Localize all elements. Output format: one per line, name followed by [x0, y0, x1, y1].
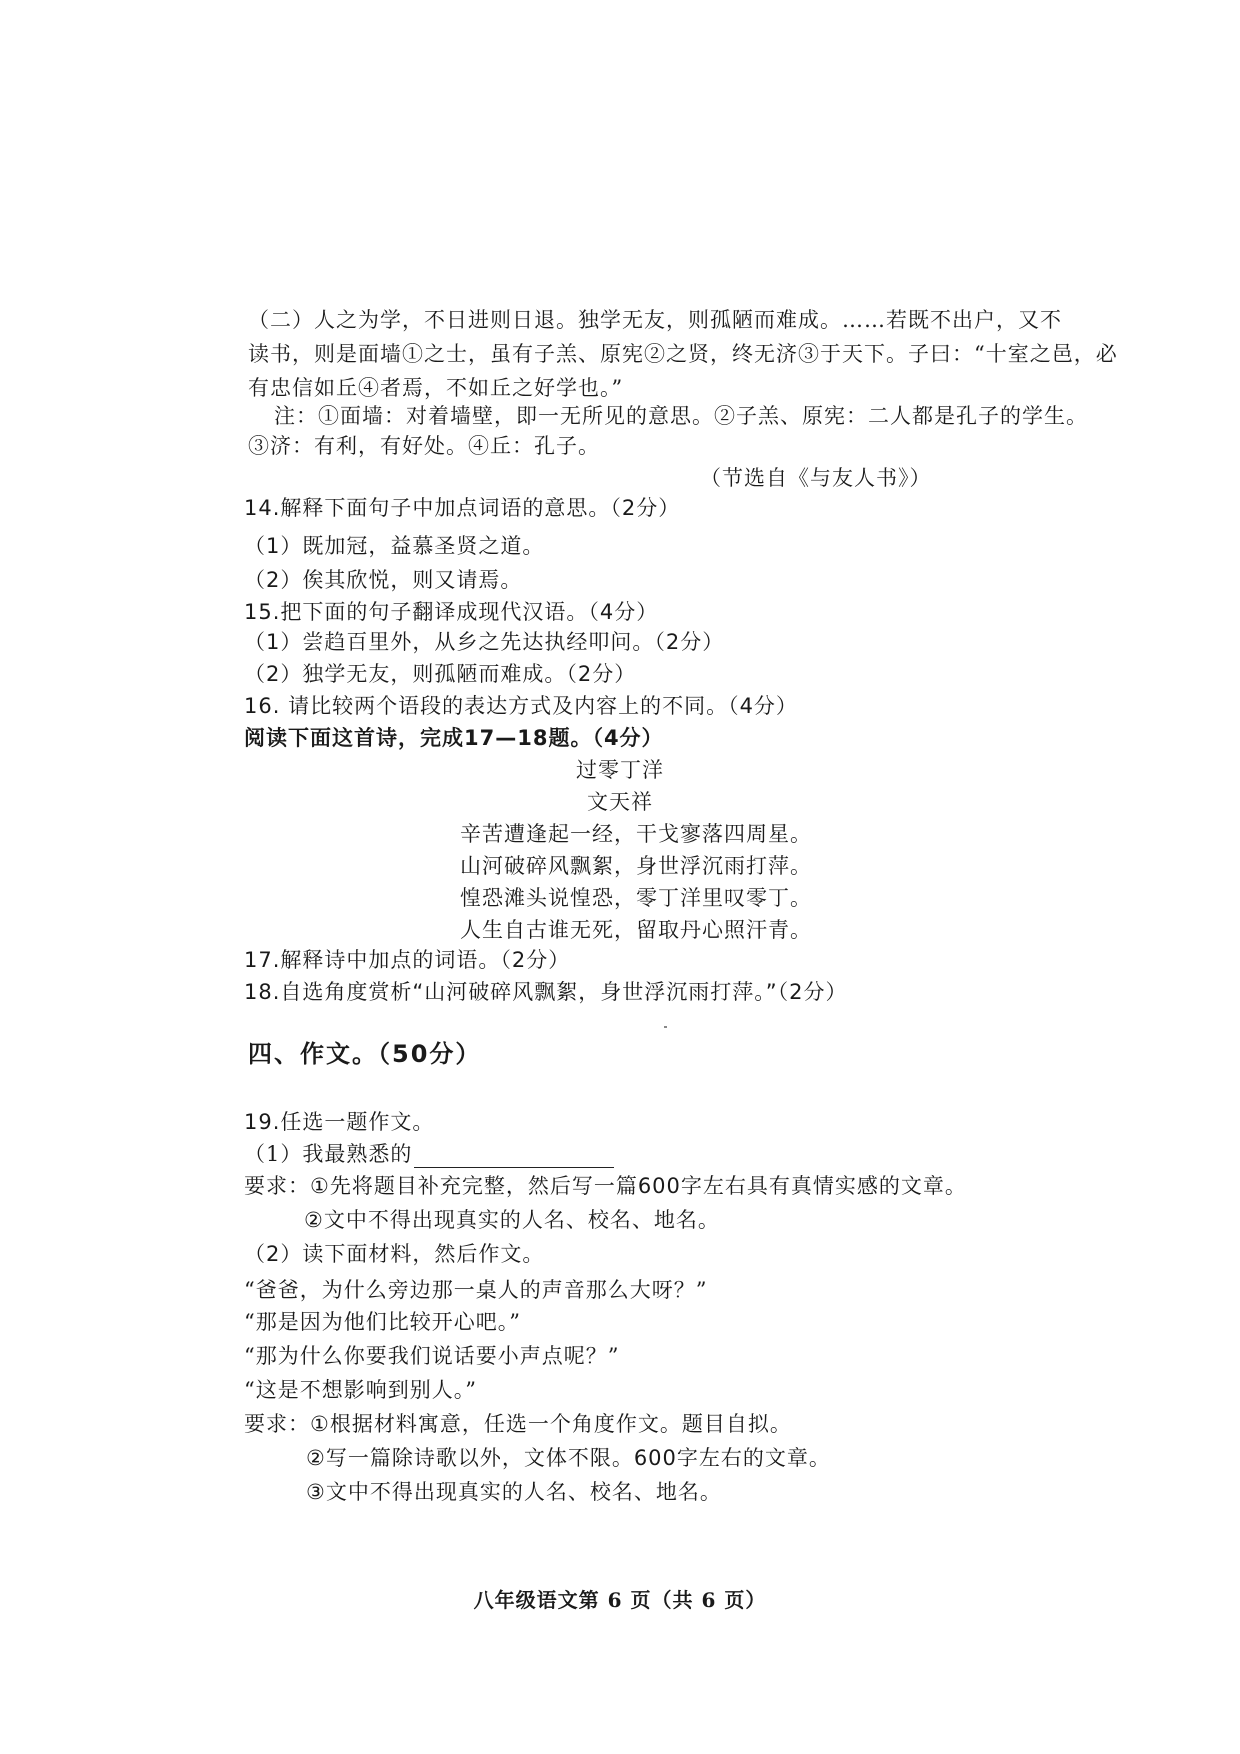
- composition-requirement-1b: ②文中不得出现真实的人名、校名、地名。: [304, 1208, 720, 1232]
- question-14-1: （1）既加冠，益慕圣贤之道。: [244, 534, 545, 558]
- composition-requirement-2b: ②写一篇除诗歌以外，文体不限。600字左右的文章。: [306, 1446, 831, 1470]
- poem-title: 过零丁洋: [576, 758, 664, 782]
- question-14-2: （2）俟其欣悦，则又请焉。: [244, 568, 523, 592]
- composition-requirement-2a: 要求：①根据材料寓意，任选一个角度作文。题目自拟。: [244, 1412, 792, 1436]
- passage-line-1: （二）人之为学，不日进则日退。独学无友，则孤陋而难成。……若既不出户，又不: [248, 308, 1062, 332]
- poem-line-4: 人生自古谁无死，留取丹心照汗青。: [460, 918, 812, 942]
- question-15-1: （1）尝趋百里外，从乡之先达执经叩问。（2分）: [244, 630, 725, 654]
- question-18: 18.自选角度赏析“山河破碎风飘絮，身世浮沉雨打萍。”（2分）: [244, 980, 848, 1004]
- page-footer: 八年级语文第 6 页（共 6 页）: [473, 1588, 767, 1612]
- poem-line-3: 惶恐滩头说惶恐，零丁洋里叹零丁。: [460, 886, 812, 910]
- question-17: 17.解释诗中加点的词语。（2分）: [244, 948, 571, 972]
- composition-requirement-2c: ③文中不得出现真实的人名、校名、地名。: [306, 1480, 722, 1504]
- passage-note-1: 注：①面墙：对着墙壁，即一无所见的意思。②子羔、原宪：二人都是孔子的学生。: [274, 404, 1088, 428]
- poem-instructions: 阅读下面这首诗，完成17—18题。（4分）: [244, 726, 664, 750]
- scan-speck: [664, 1026, 667, 1028]
- poem-author: 文天祥: [587, 790, 653, 814]
- fill-in-blank: [414, 1147, 614, 1168]
- composition-option-1-label: （1）我最熟悉的: [244, 1142, 413, 1166]
- composition-option-2: （2）读下面材料，然后作文。: [244, 1242, 545, 1266]
- passage-line-3: 有忠信如丘④者焉，不如丘之好学也。”: [248, 376, 624, 400]
- dialog-line-2: “那是因为他们比较开心吧。”: [244, 1310, 521, 1334]
- question-15-2: （2）独学无友，则孤陋而难成。（2分）: [244, 662, 637, 686]
- question-16: 16. 请比较两个语段的表达方式及内容上的不同。（4分）: [244, 694, 798, 718]
- passage-note-2: ③济：有利，有好处。④丘：孔子。: [248, 434, 600, 458]
- question-19: 19.任选一题作文。: [244, 1110, 435, 1134]
- composition-option-1: [244, 1140, 614, 1168]
- question-15: 15.把下面的句子翻译成现代汉语。（4分）: [244, 600, 659, 624]
- poem-line-1: 辛苦遭逢起一经，干戈寥落四周星。: [460, 822, 812, 846]
- composition-requirement-1a: 要求：①先将题目补充完整，然后写一篇600字左右具有真情实感的文章。: [244, 1174, 967, 1198]
- dialog-line-4: “这是不想影响到别人。”: [244, 1378, 477, 1402]
- passage-line-2: 读书，则是面墙①之士，虽有子羔、原宪②之贤，终无济③于天下。子曰：“十室之邑，必: [248, 342, 1118, 366]
- dialog-line-3: “那为什么你要我们说话要小声点呢？”: [244, 1344, 620, 1368]
- section-heading-composition: 四、作文。（50分）: [248, 1040, 482, 1068]
- poem-line-2: 山河破碎风飘絮，身世浮沉雨打萍。: [460, 854, 812, 878]
- passage-source: （节选自《与友人书》）: [700, 466, 932, 490]
- dialog-line-1: “爸爸，为什么旁边那一桌人的声音那么大呀？”: [244, 1278, 708, 1302]
- question-14: 14.解释下面句子中加点词语的意思。（2分）: [244, 496, 681, 520]
